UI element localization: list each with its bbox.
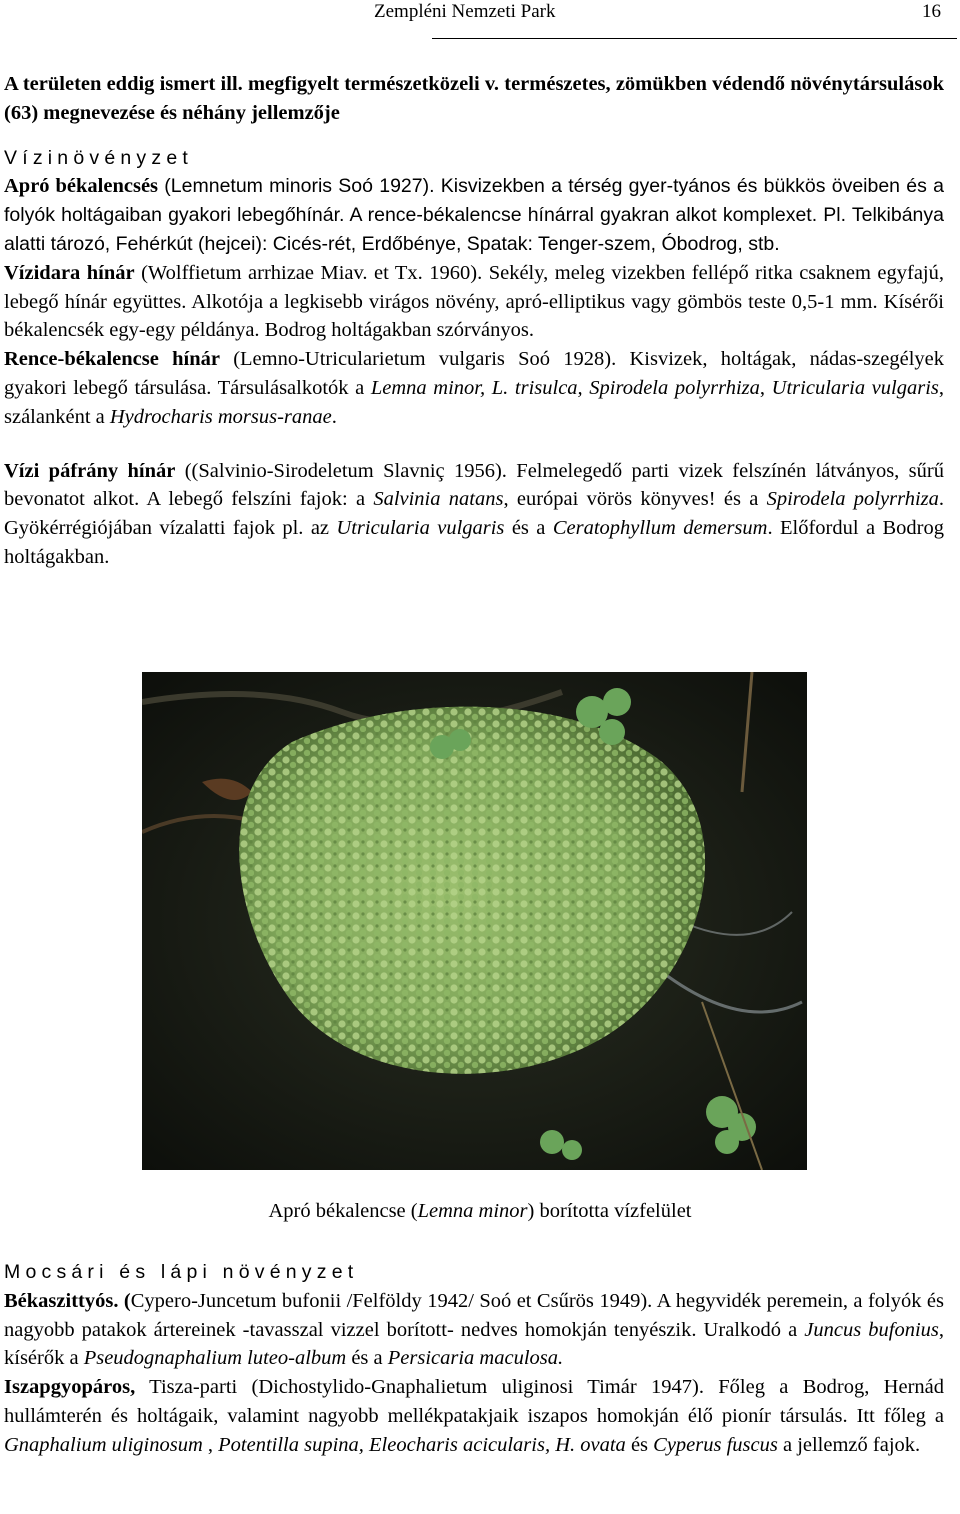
species-name: Gnaphalium uliginosum xyxy=(4,1433,203,1456)
entry-text: . Előfordul a Bodrog holtágakban. xyxy=(4,517,944,568)
entry-title: Iszapgyopáros, xyxy=(4,1376,136,1399)
species-name: Cyperus fuscus xyxy=(653,1433,778,1456)
entry-text: ((Salvinio-Sirodeletum Slavniç 1956). Felmelegedő parti vizek felszínén látványos, sűrű bevonatot alkot. A lebegő felszíni fajok: a xyxy=(4,459,944,511)
entry-text: (Lemno-Utricularietum vulgaris Soó 1928). Kisvizek, holtágak, nádas-szegélyek gyakori lebegő társulása. Társulásalkotók a xyxy=(4,348,945,399)
species-name: Spirodela polyrrhiza xyxy=(766,488,939,511)
entry-title: Békaszittyós. ( xyxy=(4,1289,131,1312)
entry-text: . xyxy=(331,405,337,428)
duckweed-photo xyxy=(142,672,807,1170)
lower-content xyxy=(4,1258,944,1460)
section-title-marsh: Mocsári és lápi növényzet xyxy=(4,1261,359,1283)
entry-lemnetum xyxy=(4,172,944,258)
entry-text: és xyxy=(625,1433,654,1456)
species-name: Salvinia natans xyxy=(373,488,504,511)
entry-dichostylido xyxy=(4,1373,944,1459)
caption-text: Apró békalencse ( xyxy=(268,1200,418,1222)
species-name: Lemna minor, L. trisulca, Spirodela polyrrhiza xyxy=(370,376,760,399)
photo-caption xyxy=(0,1200,960,1223)
species-name: Utricularia vulgaris xyxy=(336,517,505,540)
entry-text: a jellemző fajok. xyxy=(777,1433,921,1456)
entry-text: és a xyxy=(346,1347,388,1370)
entry-cypero-juncetum xyxy=(4,1287,944,1373)
entry-text: és a xyxy=(504,517,553,540)
entry-salvinio xyxy=(4,457,944,572)
spacer xyxy=(4,128,944,144)
species-name: Utricularia vulgaris xyxy=(771,376,939,399)
species-name: Ceratophyllum demersum xyxy=(552,517,768,540)
entry-title: Vízidara hínár xyxy=(4,261,135,284)
section-title-water: Vízinövényzet xyxy=(4,146,193,169)
caption-text: ) borította vízfelület xyxy=(527,1200,692,1222)
page-heading: A területen eddig ismert ill. megfigyelt természetközeli v. természetes, zömükben védendő növénytársulások (63) megnevezése és néhány jellemzője xyxy=(4,73,944,124)
entry-title: Apró békalencsés xyxy=(4,175,159,198)
page-header xyxy=(0,0,960,40)
entry-text: (Wolffietum arrhizae Miav. et Tx. 1960). Sekély, meleg vizekben fellépő ritka csaknem egyfajú, lebegő hínár együttes. Alkotója a legkisebb virágos növény, apró-elliptikus vagy gömbös teste 0,5-1 mm. Kísérői békalencsék egy-egy példánya. Bodrog holtágakban szórványos. xyxy=(4,261,944,342)
entry-title: Rence-békalencse hínár xyxy=(4,348,220,371)
main-content xyxy=(4,70,944,572)
entry-text: Tisza-parti (Dichostylido-Gnaphalietum uliginosi Timár 1947). Főleg a Bodrog, Hernád hullámterén és holtágaik, valamint nagyobb mellékpatakjaik iszapos homokján élő pionír társulás. Itt főleg a xyxy=(4,1376,944,1427)
species-name: Potentilla supina, Eleocharis acicularis, H. ovata xyxy=(218,1433,626,1456)
entry-text: , kísérők a xyxy=(4,1318,945,1370)
entry-lemno-utricularietum xyxy=(4,345,944,431)
entry-title: Vízi páfrány hínár xyxy=(4,459,176,482)
species-name: Persicaria maculosa. xyxy=(387,1347,564,1370)
species-name: Juncus bufonius xyxy=(804,1318,939,1341)
species-name: Hydrocharis morsus-ranae xyxy=(109,405,332,428)
entry-text: , xyxy=(759,376,772,399)
entry-wolffietum xyxy=(4,259,944,345)
species-name: Pseudognaphalium luteo-album xyxy=(83,1347,347,1370)
page-number: 16 xyxy=(922,1,941,22)
species-name: Lemna minor xyxy=(417,1200,528,1222)
entry-text: , európai vörös könyves! és a xyxy=(503,488,767,511)
header-rule xyxy=(432,38,957,39)
header-title: Zempléni Nemzeti Park xyxy=(374,1,556,22)
entry-text: (Lemnetum minoris Soó 1927). Kisvizekben a térség gyer-tyános és bükkös öveiben és a folyók holtágaiban gyakori lebegőhínár. A rence-békalencse hínárral gyakran alkot komplexet. Pl. Telkibánya alatti tározó, Fehérkút (hejcei): Cicés-rét, Erdőbénye, Spatak: Tenger-szem, Óbodrog, stb. xyxy=(4,175,944,255)
spacer xyxy=(4,432,944,457)
entry-text: , xyxy=(202,1433,219,1456)
entry-text: Cypero-Juncetum bufonii /Felföldy 1942/ Soó et Csűrös 1949). A hegyvidék peremein, a folyók és nagyobb patakok ártereinek -tavasszal vizzel borított- nedves homokján tenyészik. Uralkodó a xyxy=(4,1289,944,1341)
entry-text: . Gyökérrégiójában vízalatti fajok pl. az xyxy=(4,488,944,540)
entry-text: , szálanként a xyxy=(4,376,945,428)
